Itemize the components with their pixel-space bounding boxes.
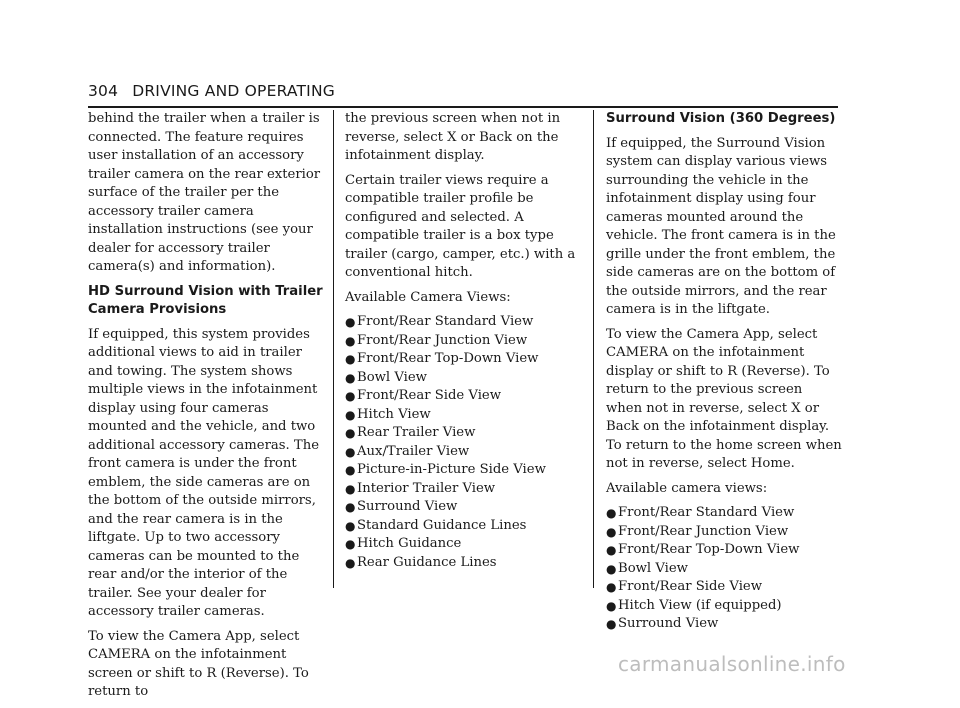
bullet-icon: ● xyxy=(606,561,617,576)
bullet-icon: ● xyxy=(606,617,617,631)
section-heading: HD Surround Vision with Trailer Camera Provisions xyxy=(88,283,323,317)
list-item: ● Bowl View xyxy=(606,560,842,579)
page-number: 304 xyxy=(88,82,119,100)
paragraph: Certain trailer views require a compatible trailer profile be configured and selected. A compatible trailer is a box type trailer (cargo, camper, etc.) with a conventional hitch. xyxy=(345,172,576,280)
list-item: ● Front/Rear Side View xyxy=(606,578,842,597)
bullet-icon: ● xyxy=(345,481,356,496)
section-heading: Surround Vision (360 Degrees) xyxy=(606,111,836,126)
paragraph: the previous screen when not in reverse, select X or Back on the infotainment display. xyxy=(345,111,561,163)
column-1 xyxy=(88,110,326,708)
list-item: ● Standard Guidance Lines xyxy=(345,517,583,536)
section-title: DRIVING AND OPERATING xyxy=(132,82,335,100)
list-item: ● Interior Trailer View xyxy=(345,480,583,499)
paragraph: To view the Camera App, select CAMERA on the infotainment screen or shift to R (Reverse). To return to xyxy=(88,628,309,699)
column-divider xyxy=(333,110,334,588)
bullet-icon: ● xyxy=(606,524,617,539)
list-item: ● Surround View xyxy=(606,615,842,634)
list-intro: Available Camera Views: xyxy=(345,289,511,305)
bullet-icon: ● xyxy=(345,555,356,570)
list-item: ● Front/Rear Junction View xyxy=(606,523,842,542)
bullet-icon: ● xyxy=(345,500,356,514)
header-rule xyxy=(88,106,838,108)
list-item: ● Rear Guidance Lines xyxy=(345,554,583,573)
bullet-icon: ● xyxy=(345,407,356,422)
list-item: ● Front/Rear Top-Down View xyxy=(345,350,583,369)
bullet-icon: ● xyxy=(345,426,356,440)
list-item: ● Hitch View xyxy=(345,406,583,425)
list-item: ● Bowl View xyxy=(345,369,583,388)
bullet-icon: ● xyxy=(345,444,356,459)
bullet-icon: ● xyxy=(606,543,617,557)
bullet-icon: ● xyxy=(345,463,356,477)
paragraph: To view the Camera App, select CAMERA on the infotainment display or shift to R (Reverse). To return to the previous screen when not in reverse, select X or Back on the infotainment display. To return to the home screen when not in reverse, select Home. xyxy=(606,326,842,471)
list-item: ● Hitch View (if equipped) xyxy=(606,597,842,616)
bullet-icon: ● xyxy=(345,389,356,403)
bullet-icon: ● xyxy=(606,506,617,520)
column-divider xyxy=(593,110,594,588)
paragraph: behind the trailer when a trailer is connected. The feature requires user installation of an accessory trailer camera on the rear exterior surface of the trailer per the accessory trailer camera installation instructions (see your dealer for accessory trailer camera(s) and information). xyxy=(88,111,321,274)
list-item: ● Aux/Trailer View xyxy=(345,443,583,462)
list-item: ● Front/Rear Top-Down View xyxy=(606,541,842,560)
list-item: ● Front/Rear Standard View xyxy=(606,504,842,523)
list-item: ● Rear Trailer View xyxy=(345,424,583,443)
bullet-icon: ● xyxy=(345,315,356,329)
list-intro: Available camera views: xyxy=(606,480,768,496)
bullet-icon: ● xyxy=(345,537,356,551)
camera-views-list xyxy=(606,504,842,634)
column-3 xyxy=(606,110,842,634)
bullet-icon: ● xyxy=(345,352,356,366)
paragraph: If equipped, the Surround Vision system can display various views surrounding the vehicle in the infotainment display using four cameras mounted around the vehicle. The front camera is in the grille under the front emblem, the side cameras are on the bottom of the outside mirrors, and the rear camera is in the liftgate. xyxy=(606,135,836,317)
bullet-icon: ● xyxy=(606,598,617,613)
list-item: ● Front/Rear Side View xyxy=(345,387,583,406)
list-item: ● Front/Rear Standard View xyxy=(345,313,583,332)
list-item: ● Hitch Guidance xyxy=(345,535,583,554)
bullet-icon: ● xyxy=(345,518,356,533)
list-item: ● Surround View xyxy=(345,498,583,517)
bullet-icon: ● xyxy=(606,580,617,594)
list-item: ● Front/Rear Junction View xyxy=(345,332,583,351)
camera-views-list xyxy=(345,313,583,572)
bullet-icon: ● xyxy=(345,370,356,385)
column-2 xyxy=(345,110,583,572)
page-header xyxy=(88,82,335,100)
bullet-icon: ● xyxy=(345,333,356,348)
paragraph: If equipped, this system provides additional views to aid in trailer and towing. The system shows multiple views in the infotainment display using four cameras mounted and the vehicle, and two additional accessory cameras. The front camera is under the front emblem, the side cameras are on the bottom of the outside mirrors, and the rear camera is in the liftgate. Up to two accessory cameras can be mounted to the rear and/or the interior of the trailer. See your dealer for accessory trailer cameras. xyxy=(88,326,320,619)
list-item: ● Picture-in-Picture Side View xyxy=(345,461,583,480)
watermark: carmanualsonline.info xyxy=(618,652,846,676)
